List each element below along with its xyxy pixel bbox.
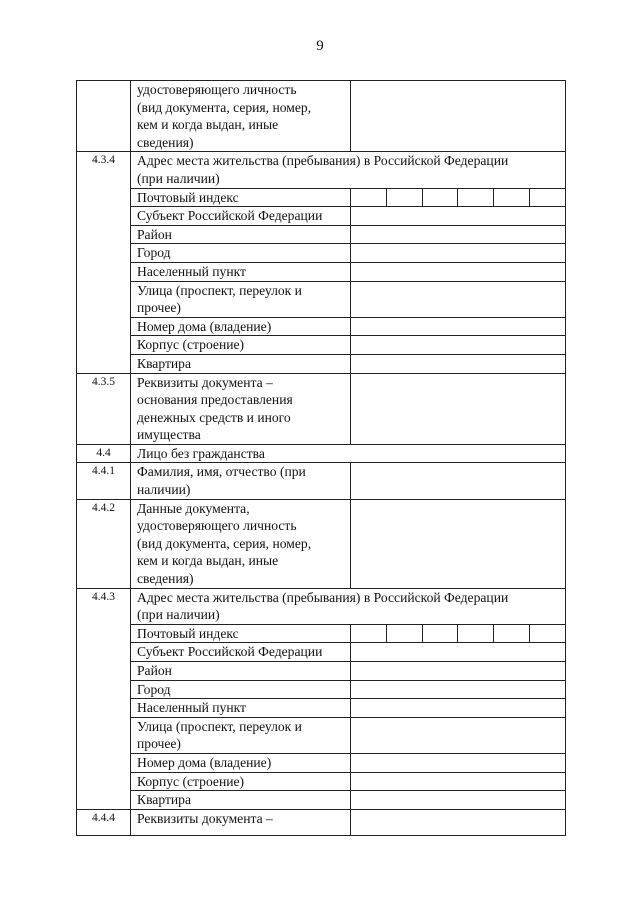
field-label: Номер дома (владение) (131, 317, 351, 336)
table-row (77, 354, 566, 373)
field-label: Почтовый индекс (131, 624, 351, 643)
table-row (77, 81, 566, 152)
table-row (77, 791, 566, 810)
value-cell[interactable] (351, 643, 566, 662)
field-label: Город (131, 680, 351, 699)
field-label: удостоверяющего личность (вид документа, серия, номер, кем и когда выдан, иные сведения) (131, 81, 351, 152)
field-label: Реквизиты документа – (131, 809, 351, 835)
table-row (77, 225, 566, 244)
field-label: Населенный пункт (131, 699, 351, 718)
postal-code-cells[interactable] (351, 624, 566, 643)
row-number: 4.4.4 (77, 809, 131, 835)
table-row (77, 244, 566, 263)
table-row (77, 717, 566, 753)
value-cell[interactable] (351, 499, 566, 588)
value-cell[interactable] (351, 281, 566, 317)
value-cell[interactable] (351, 354, 566, 373)
value-cell[interactable] (351, 373, 566, 444)
table-row (77, 809, 566, 835)
form-table (76, 80, 566, 836)
table-row (77, 281, 566, 317)
table-row (77, 624, 566, 643)
table-row (77, 336, 566, 355)
row-number: 4.3.5 (77, 373, 131, 444)
field-label: Фамилия, имя, отчество (при наличии) (131, 463, 351, 499)
value-cell[interactable] (351, 791, 566, 810)
value-cell[interactable] (351, 699, 566, 718)
row-number: 4.4.3 (77, 588, 131, 809)
value-cell[interactable] (351, 753, 566, 772)
postal-code-cells[interactable] (351, 188, 566, 207)
value-cell[interactable] (351, 336, 566, 355)
table-row (77, 207, 566, 226)
table-row (77, 317, 566, 336)
section-label: Адрес места жительства (пребывания) в Российской Федерации (при наличии) (131, 588, 566, 624)
row-number: 4.4.2 (77, 499, 131, 588)
field-label: Субъект Российской Федерации (131, 643, 351, 662)
value-cell[interactable] (351, 662, 566, 681)
page-number: 9 (316, 38, 324, 54)
row-number (77, 81, 131, 152)
value-cell[interactable] (351, 680, 566, 699)
value-cell[interactable] (351, 244, 566, 263)
value-cell[interactable] (351, 207, 566, 226)
field-label: Корпус (строение) (131, 336, 351, 355)
field-label: Улица (проспект, переулок и прочее) (131, 281, 351, 317)
table-row (77, 699, 566, 718)
field-label: Почтовый индекс (131, 188, 351, 207)
field-label: Квартира (131, 791, 351, 810)
value-cell[interactable] (351, 225, 566, 244)
field-label: Данные документа, удостоверяющего личность (вид документа, серия, номер, кем и когда выдан, иные сведения) (131, 499, 351, 588)
field-label: Реквизиты документа – основания предоставления денежных средств и иного имущества (131, 373, 351, 444)
value-cell[interactable] (351, 463, 566, 499)
value-cell[interactable] (351, 262, 566, 281)
field-label: Корпус (строение) (131, 772, 351, 791)
field-label: Субъект Российской Федерации (131, 207, 351, 226)
field-label: Населенный пункт (131, 262, 351, 281)
value-cell[interactable] (351, 317, 566, 336)
table-row (77, 772, 566, 791)
table-row (77, 373, 566, 444)
table-row (77, 499, 566, 588)
field-label: Квартира (131, 354, 351, 373)
field-label: Район (131, 662, 351, 681)
table-row (77, 152, 566, 188)
table-row (77, 588, 566, 624)
table-row (77, 753, 566, 772)
section-label: Лицо без гражданства (131, 444, 566, 463)
section-label: Адрес места жительства (пребывания) в Российской Федерации (при наличии) (131, 152, 566, 188)
table-row (77, 662, 566, 681)
field-label: Номер дома (владение) (131, 753, 351, 772)
table-row (77, 262, 566, 281)
value-cell[interactable] (351, 809, 566, 835)
value-cell[interactable] (351, 81, 566, 152)
table-row (77, 188, 566, 207)
row-number: 4.4.1 (77, 463, 131, 499)
value-cell[interactable] (351, 772, 566, 791)
table-row (77, 444, 566, 463)
table-row (77, 680, 566, 699)
table-row (77, 643, 566, 662)
field-label: Город (131, 244, 351, 263)
field-label: Район (131, 225, 351, 244)
value-cell[interactable] (351, 717, 566, 753)
field-label: Улица (проспект, переулок и прочее) (131, 717, 351, 753)
row-number: 4.4 (77, 444, 131, 463)
table-row (77, 463, 566, 499)
row-number: 4.3.4 (77, 152, 131, 373)
